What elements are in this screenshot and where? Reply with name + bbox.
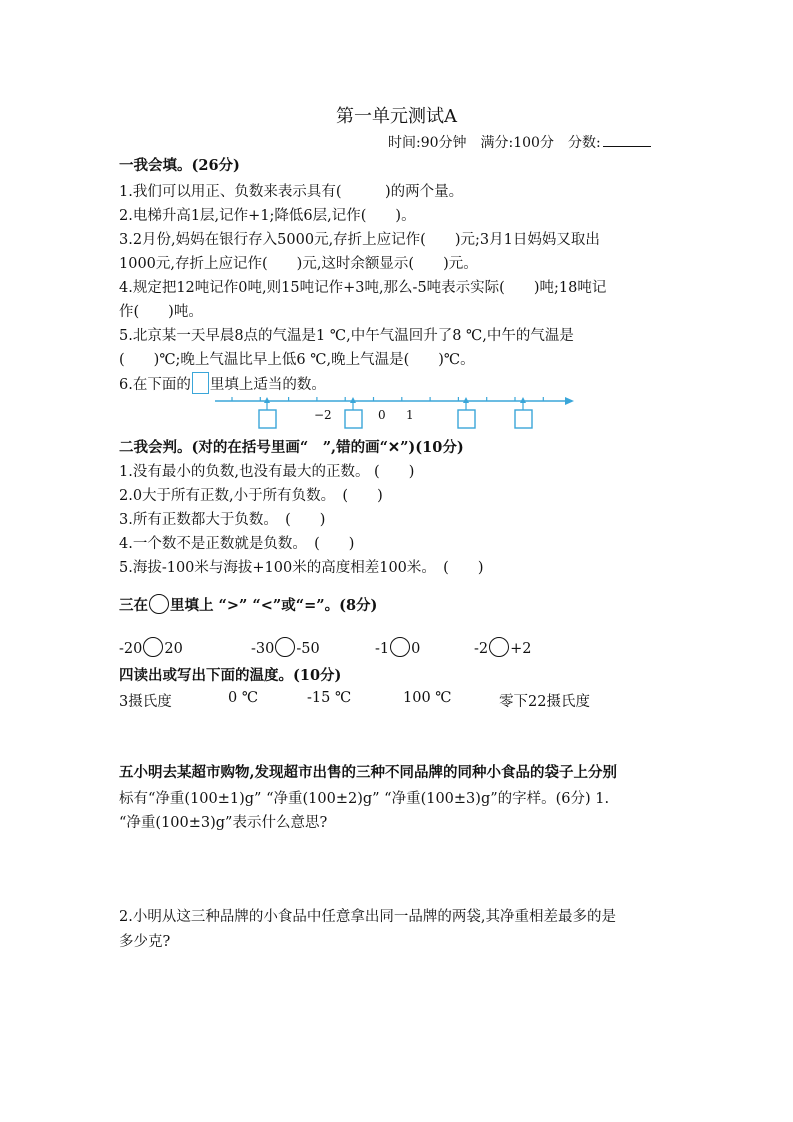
temperature-item-2: 0 ℃: [228, 690, 259, 706]
judge-item-1: 1.没有最小的负数,也没有最大的正数。 ( ): [119, 464, 415, 480]
number-line-arrow-icon: [565, 397, 574, 405]
score-blank[interactable]: [603, 132, 651, 147]
label-0: 0: [378, 408, 386, 422]
temperature-item-5: 零下22摄氏度: [499, 694, 590, 710]
circle-icon: [149, 594, 169, 614]
compare-pair-1: [119, 637, 183, 657]
temperature-item-3: -15 ℃: [307, 690, 352, 706]
temperature-item-4: 100 ℃: [403, 690, 452, 706]
section5-intro-line2: 标有“净重(100±1)g” “净重(100±2)g” “净重(100±3)g”的字样。(6分) 1.: [119, 791, 610, 807]
judge-item-5: 5.海拔-100米与海拔+100米的高度相差100米。 ( ): [119, 560, 484, 576]
section3-heading-suffix: 里填上 “>” “<”或“=”。(8分): [170, 597, 378, 614]
question-1-5b: ( )℃;晚上气温比早上低6 ℃,晚上气温是( )℃。: [119, 352, 475, 368]
compare-circle[interactable]: [275, 637, 295, 657]
compare-right: -50: [296, 641, 320, 657]
answer-box-icon: [192, 372, 209, 394]
compare-left: -30: [251, 641, 275, 657]
section4-heading: 四读出或写出下面的温度。(10分): [119, 667, 342, 684]
compare-left: -1: [375, 641, 390, 657]
page-title: 第一单元测试A: [336, 106, 457, 127]
compare-circle[interactable]: [489, 637, 509, 657]
label-neg2: −2: [314, 408, 332, 422]
compare-pair-4: [474, 637, 532, 657]
section3-heading: [119, 594, 377, 618]
compare-right: +2: [510, 641, 532, 657]
compare-left: -2: [474, 641, 489, 657]
compare-circle[interactable]: [143, 637, 163, 657]
temperature-item-1: 3摄氏度: [119, 694, 172, 710]
question-1-4a: 4.规定把12吨记作0吨,则15吨记作+3吨,那么-5吨表示实际( )吨;18吨记: [119, 280, 607, 296]
q6-prefix: 6.在下面的: [119, 377, 191, 393]
question-1-2: 2.电梯升高1层,记作+1;降低6层,记作( )。: [119, 208, 416, 224]
compare-left: -20: [119, 641, 143, 657]
question-1-5a: 5.北京某一天早晨8点的气温是1 ℃,中午气温回升了8 ℃,中午的气温是: [119, 328, 574, 344]
compare-pair-3: [375, 637, 420, 657]
section2-heading: 二我会判。(对的在括号里画“ ”,错的画“✕”)(10分): [119, 439, 464, 456]
question-1-4b: 作( )吨。: [119, 304, 203, 320]
section3-heading-prefix: 三在: [119, 597, 148, 614]
judge-item-3: 3.所有正数都大于负数。 ( ): [119, 512, 326, 528]
section5-question2a: 2.小明从这三种品牌的小食品中任意拿出同一品牌的两袋,其净重相差最多的是: [119, 909, 616, 925]
label-1: 1: [406, 408, 414, 422]
compare-circle[interactable]: [390, 637, 410, 657]
q6-suffix: 里填上适当的数。: [209, 377, 326, 393]
question-1-3b: 1000元,存折上应记作( )元,这时余额显示( )元。: [119, 256, 478, 272]
section5-question1: “净重(100±3)g”表示什么意思?: [119, 815, 328, 831]
judge-item-4: 4.一个数不是正数就是负数。 ( ): [119, 536, 355, 552]
question-1-3a: 3.2月份,妈妈在银行存入5000元,存折上应记作( )元;3月1日妈妈又取出: [119, 232, 600, 248]
compare-pair-2: [251, 637, 320, 657]
exam-meta: [388, 132, 651, 152]
exam-meta-text: 时间:90分钟 满分:100分 分数:: [388, 135, 601, 151]
section5-intro-line1: 五小明去某超市购物,发现超市出售的三种不同品牌的同种小食品的袋子上分别: [119, 764, 618, 781]
section1-heading: 一我会填。(26分): [119, 157, 240, 174]
compare-right: 20: [164, 641, 183, 657]
judge-item-2: 2.0大于所有正数,小于所有负数。 ( ): [119, 488, 383, 504]
question-1-1: 1.我们可以用正、负数来表示具有( )的两个量。: [119, 184, 464, 200]
compare-right: 0: [411, 641, 421, 657]
section5-question2b: 多少克?: [119, 934, 171, 950]
number-line: [210, 388, 585, 432]
